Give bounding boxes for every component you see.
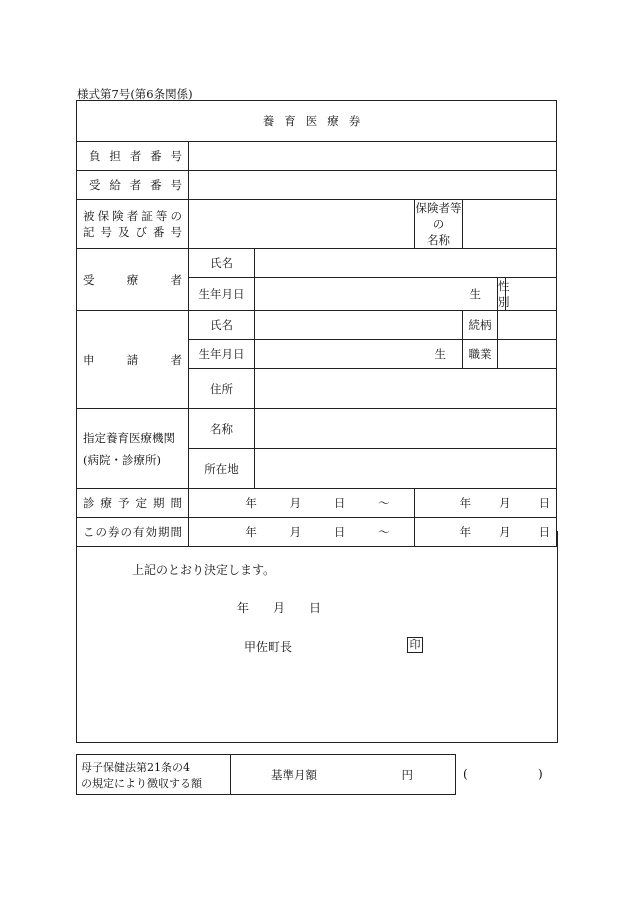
fee-base-label: 基準月額 [271,767,317,782]
applicant-name-label: 氏名 [189,311,255,340]
burden-number-field[interactable] [189,142,557,171]
treatment-period-to[interactable]: 年 月 日 [415,489,557,518]
decision-text: 上記のとおり決定します。 [132,563,276,577]
recipient-number-label: 受 給 者 番 号 [77,171,189,200]
treatment-period-from[interactable]: 年 月 日 ～ [189,489,415,518]
fee-label: 母子保健法第21条の4 の規定により徴収する額 [77,755,231,795]
patient-sex-label: 性別 [498,279,510,309]
institution-label: 指定養育医療機関 (病院・診療所) [77,409,189,489]
form-caption: 様式第7号(第6条関係) [77,87,193,101]
validity-period-from[interactable]: 年 月 日 ～ [189,518,415,547]
applicant-address-field[interactable] [255,369,557,409]
ticket-table [76,100,557,547]
patient-name-field[interactable] [255,249,557,278]
insurer-label: 保険者等の 名称 [415,201,462,247]
applicant-relation-field[interactable] [498,311,557,340]
fee-paren-open: ( [463,767,468,781]
institution-name-field[interactable] [255,409,557,449]
applicant-dob-label: 生年月日 [189,340,255,369]
validity-period-to[interactable]: 年 月 日 [415,518,557,547]
fee-table [76,754,456,795]
patient-dob-field[interactable]: 生 [255,278,498,311]
institution-location-label: 所在地 [189,449,255,489]
treatment-period-label: 診 療 予 定 期 間 [77,489,189,518]
insurer-field[interactable] [463,200,557,249]
decision-notice [76,531,558,743]
applicant-label: 申 請 者 [77,311,189,409]
validity-period-label: こ の 券 の 有 効 期 間 [77,518,189,547]
applicant-address-label: 住所 [189,369,255,409]
applicant-occupation-field[interactable] [498,340,557,369]
patient-label: 受 療 者 [77,249,189,311]
patient-sex-field[interactable] [506,278,557,311]
fee-yen: 円 [401,767,413,782]
fee-paren-close: ) [538,767,543,781]
burden-number-label: 負 担 者 番 号 [77,142,189,171]
applicant-name-field[interactable] [255,311,463,340]
institution-location-field[interactable] [255,449,557,489]
fee-base-field[interactable] [231,755,456,795]
insurance-number-field[interactable] [189,200,415,249]
recipient-number-field[interactable] [189,171,557,200]
institution-name-label: 名称 [189,409,255,449]
notice-date: 年 月 日 [237,601,322,615]
applicant-relation-label: 続柄 [463,311,498,340]
applicant-occupation-label: 職業 [463,340,498,369]
form-title: 養育医療券 [77,101,557,142]
patient-dob-label: 生年月日 [189,278,255,311]
patient-name-label: 氏名 [189,249,255,278]
seal-mark: 印 [407,637,423,653]
applicant-dob-field[interactable]: 生 [255,340,463,369]
issuer-name: 甲佐町長 [244,640,293,654]
insurance-number-label: 被 保 険 者 証 等 の 記 号 及 び 番 号 [77,200,189,249]
